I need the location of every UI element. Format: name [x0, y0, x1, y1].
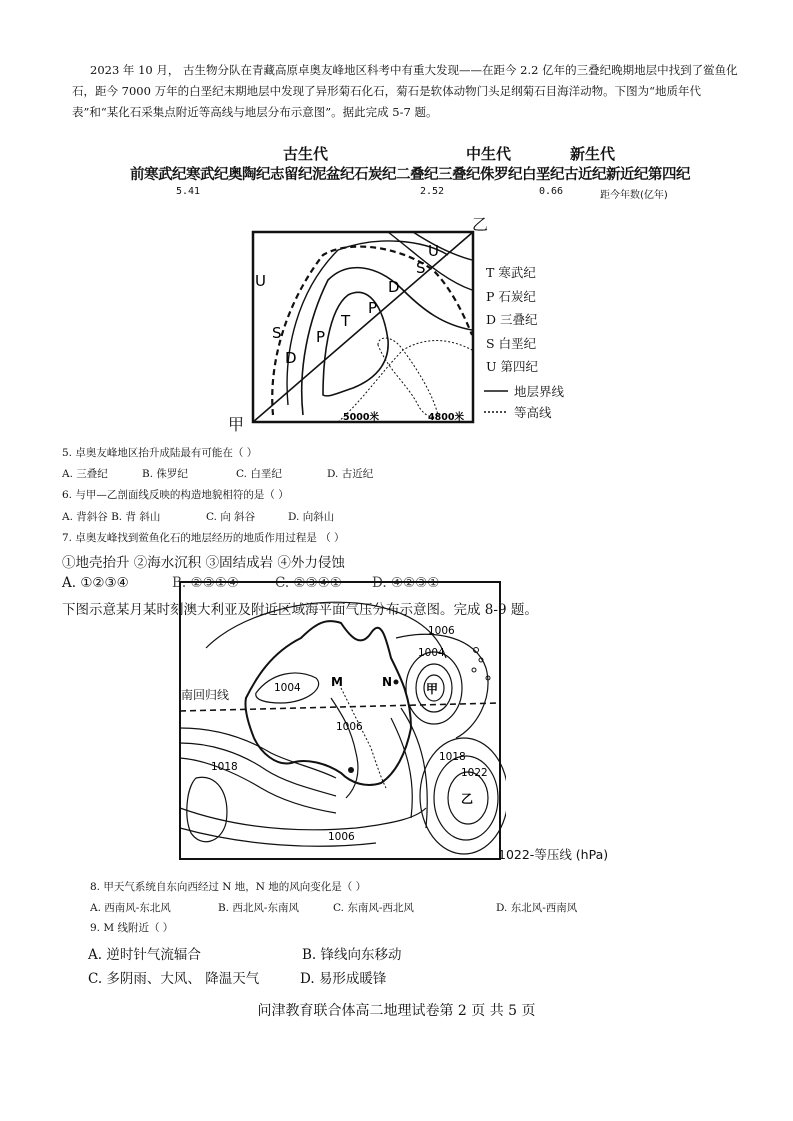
dotted-line-icon — [484, 407, 510, 417]
q9-option-a: A. 逆时针气流辐合 — [88, 947, 201, 963]
q5-option-b: B. 侏罗纪 — [142, 468, 188, 480]
q89-intro: 下图示意某月某时刻澳大利亚及附近区域海平面气压分布示意图。完成 8-9 题。 — [62, 602, 538, 618]
isobar-label: 1006 — [336, 721, 363, 733]
question-7: 7. 卓奥友峰找到鲎鱼化石的地层经历的地质作用过程是 （ ） — [62, 532, 345, 544]
isobar-label: 1018 — [439, 751, 466, 763]
stratum-letter: P — [316, 328, 326, 346]
era-cenozoic: 新生代 — [570, 145, 616, 163]
q7-option-a: A. ①②③④ — [62, 575, 129, 591]
contour-label-5000: 5000米 — [343, 412, 379, 423]
isobar-label: 1022 — [461, 767, 488, 779]
section-point-b: 乙 — [472, 215, 489, 234]
point-m: M — [331, 675, 343, 689]
q5-option-a: A. 三叠纪 — [62, 468, 108, 480]
q9-option-d: D. 易形成暖锋 — [300, 971, 387, 987]
q7-option-c: C. ②③④① — [275, 575, 342, 591]
section-point-a: 甲 — [228, 415, 245, 434]
age-252: 2.52 — [420, 186, 445, 197]
q8-option-b: B. 西北风-东南风 — [218, 902, 299, 914]
legend-boundary-line: 地层界线 — [484, 382, 564, 400]
page-footer: 问津教育联合体高二地理试卷第 2 页 共 5 页 — [257, 1003, 536, 1019]
intro-paragraph: 2023 年 10 月， 古生物分队在青藏高原卓奥友峰地区科考中有重大发现——在距今 2.2 亿年的三叠纪晚期地层中找到了鲎鱼化石，距今 7000 万年的白垩纪末期地层中发现了异形菊石化石，菊石是软体动物门头足纲菊石目海洋动物。下图为“地质年代表”和“某化石采集点附近等高线与地层分布示意图”。据此完成 5-7 题。 — [72, 63, 738, 119]
stratum-letter: D — [388, 278, 400, 296]
isobar-label: 1004 — [418, 647, 445, 659]
era-paleozoic: 古生代 — [283, 145, 329, 163]
stratum-letter: U — [428, 242, 439, 260]
strata-contour-map — [228, 210, 488, 438]
q8-option-c: C. 东南风-西北风 — [333, 902, 414, 914]
stratum-letter: D — [285, 349, 297, 367]
q7-option-b: B. ②③①④ — [172, 575, 239, 591]
q7-option-d: D. ④②③① — [372, 575, 440, 591]
question-8: 8. 甲天气系统自东向西经过 N 地，N 地的风向变化是（ ） — [90, 881, 367, 893]
legend-t: T 寒武纪 — [486, 265, 536, 280]
q6-option-ab: A. 背斜谷 B. 背 斜山 — [62, 511, 161, 523]
legend-p: P 石炭纪 — [486, 289, 536, 304]
stratum-letter: S — [272, 324, 282, 342]
era-mesozoic: 中生代 — [466, 145, 512, 163]
legend-contour-line: 等高线 — [484, 403, 552, 421]
isobar-label: 1018 — [211, 761, 238, 773]
contour-label-4800: 4800米 — [428, 412, 464, 423]
q8-option-d: D. 东北风-西南风 — [496, 902, 578, 914]
solid-line-icon — [484, 386, 510, 396]
legend-s: S 白垩纪 — [486, 336, 537, 351]
question-6: 6. 与甲—乙剖面线反映的构造地貌相符的是（ ） — [62, 489, 289, 501]
q6-option-d: D. 向斜山 — [288, 511, 335, 523]
q7-steps: ①地壳抬升 ②海水沉积 ③固结成岩 ④外力侵蚀 — [62, 555, 345, 571]
isobar-label: 1004 — [274, 682, 301, 694]
stratum-letter: T — [341, 312, 351, 330]
point-n: N — [382, 675, 393, 689]
age-axis-label: 距今年数(亿年) — [600, 190, 668, 201]
isobar-legend: 1022-等压线 (hPa) — [498, 847, 609, 862]
legend-u: U 第四纪 — [486, 359, 539, 374]
anticyclone-yi: 乙 — [461, 792, 474, 806]
q5-option-c: C. 白垩纪 — [236, 468, 282, 480]
isobar-label: 1006 — [328, 831, 355, 843]
stratum-letter: P — [368, 299, 378, 317]
isobar-map — [176, 578, 506, 863]
tropic-label: 南回归线 — [181, 688, 230, 702]
q8-option-a: A. 西南风-东北风 — [90, 902, 171, 914]
q9-option-b: B. 锋线向东移动 — [302, 947, 402, 963]
question-9: 9. M 线附近（ ） — [90, 922, 174, 934]
q9-option-c: C. 多阴雨、大风、 降温天气 — [88, 971, 260, 987]
q6-option-c: C. 向 斜谷 — [206, 511, 256, 523]
legend-d: D 三叠纪 — [486, 312, 538, 327]
cyclone-jia: 甲 — [426, 682, 439, 696]
period-row: 前寒武纪寒武纪奥陶纪志留纪泥盆纪石炭纪二叠纪三叠纪侏罗纪白垩纪古近纪新近纪第四纪 — [130, 166, 690, 183]
age-541: 5.41 — [176, 186, 201, 197]
question-5: 5. 卓奥友峰地区抬升成陆最有可能在（ ） — [62, 447, 258, 459]
isobar-label: 1006 — [428, 625, 455, 637]
age-066: 0.66 — [539, 186, 564, 197]
q5-option-d: D. 古近纪 — [327, 468, 374, 480]
stratum-letter: U — [255, 272, 266, 290]
era-row — [0, 143, 793, 161]
stratum-letter: S — [416, 259, 426, 277]
